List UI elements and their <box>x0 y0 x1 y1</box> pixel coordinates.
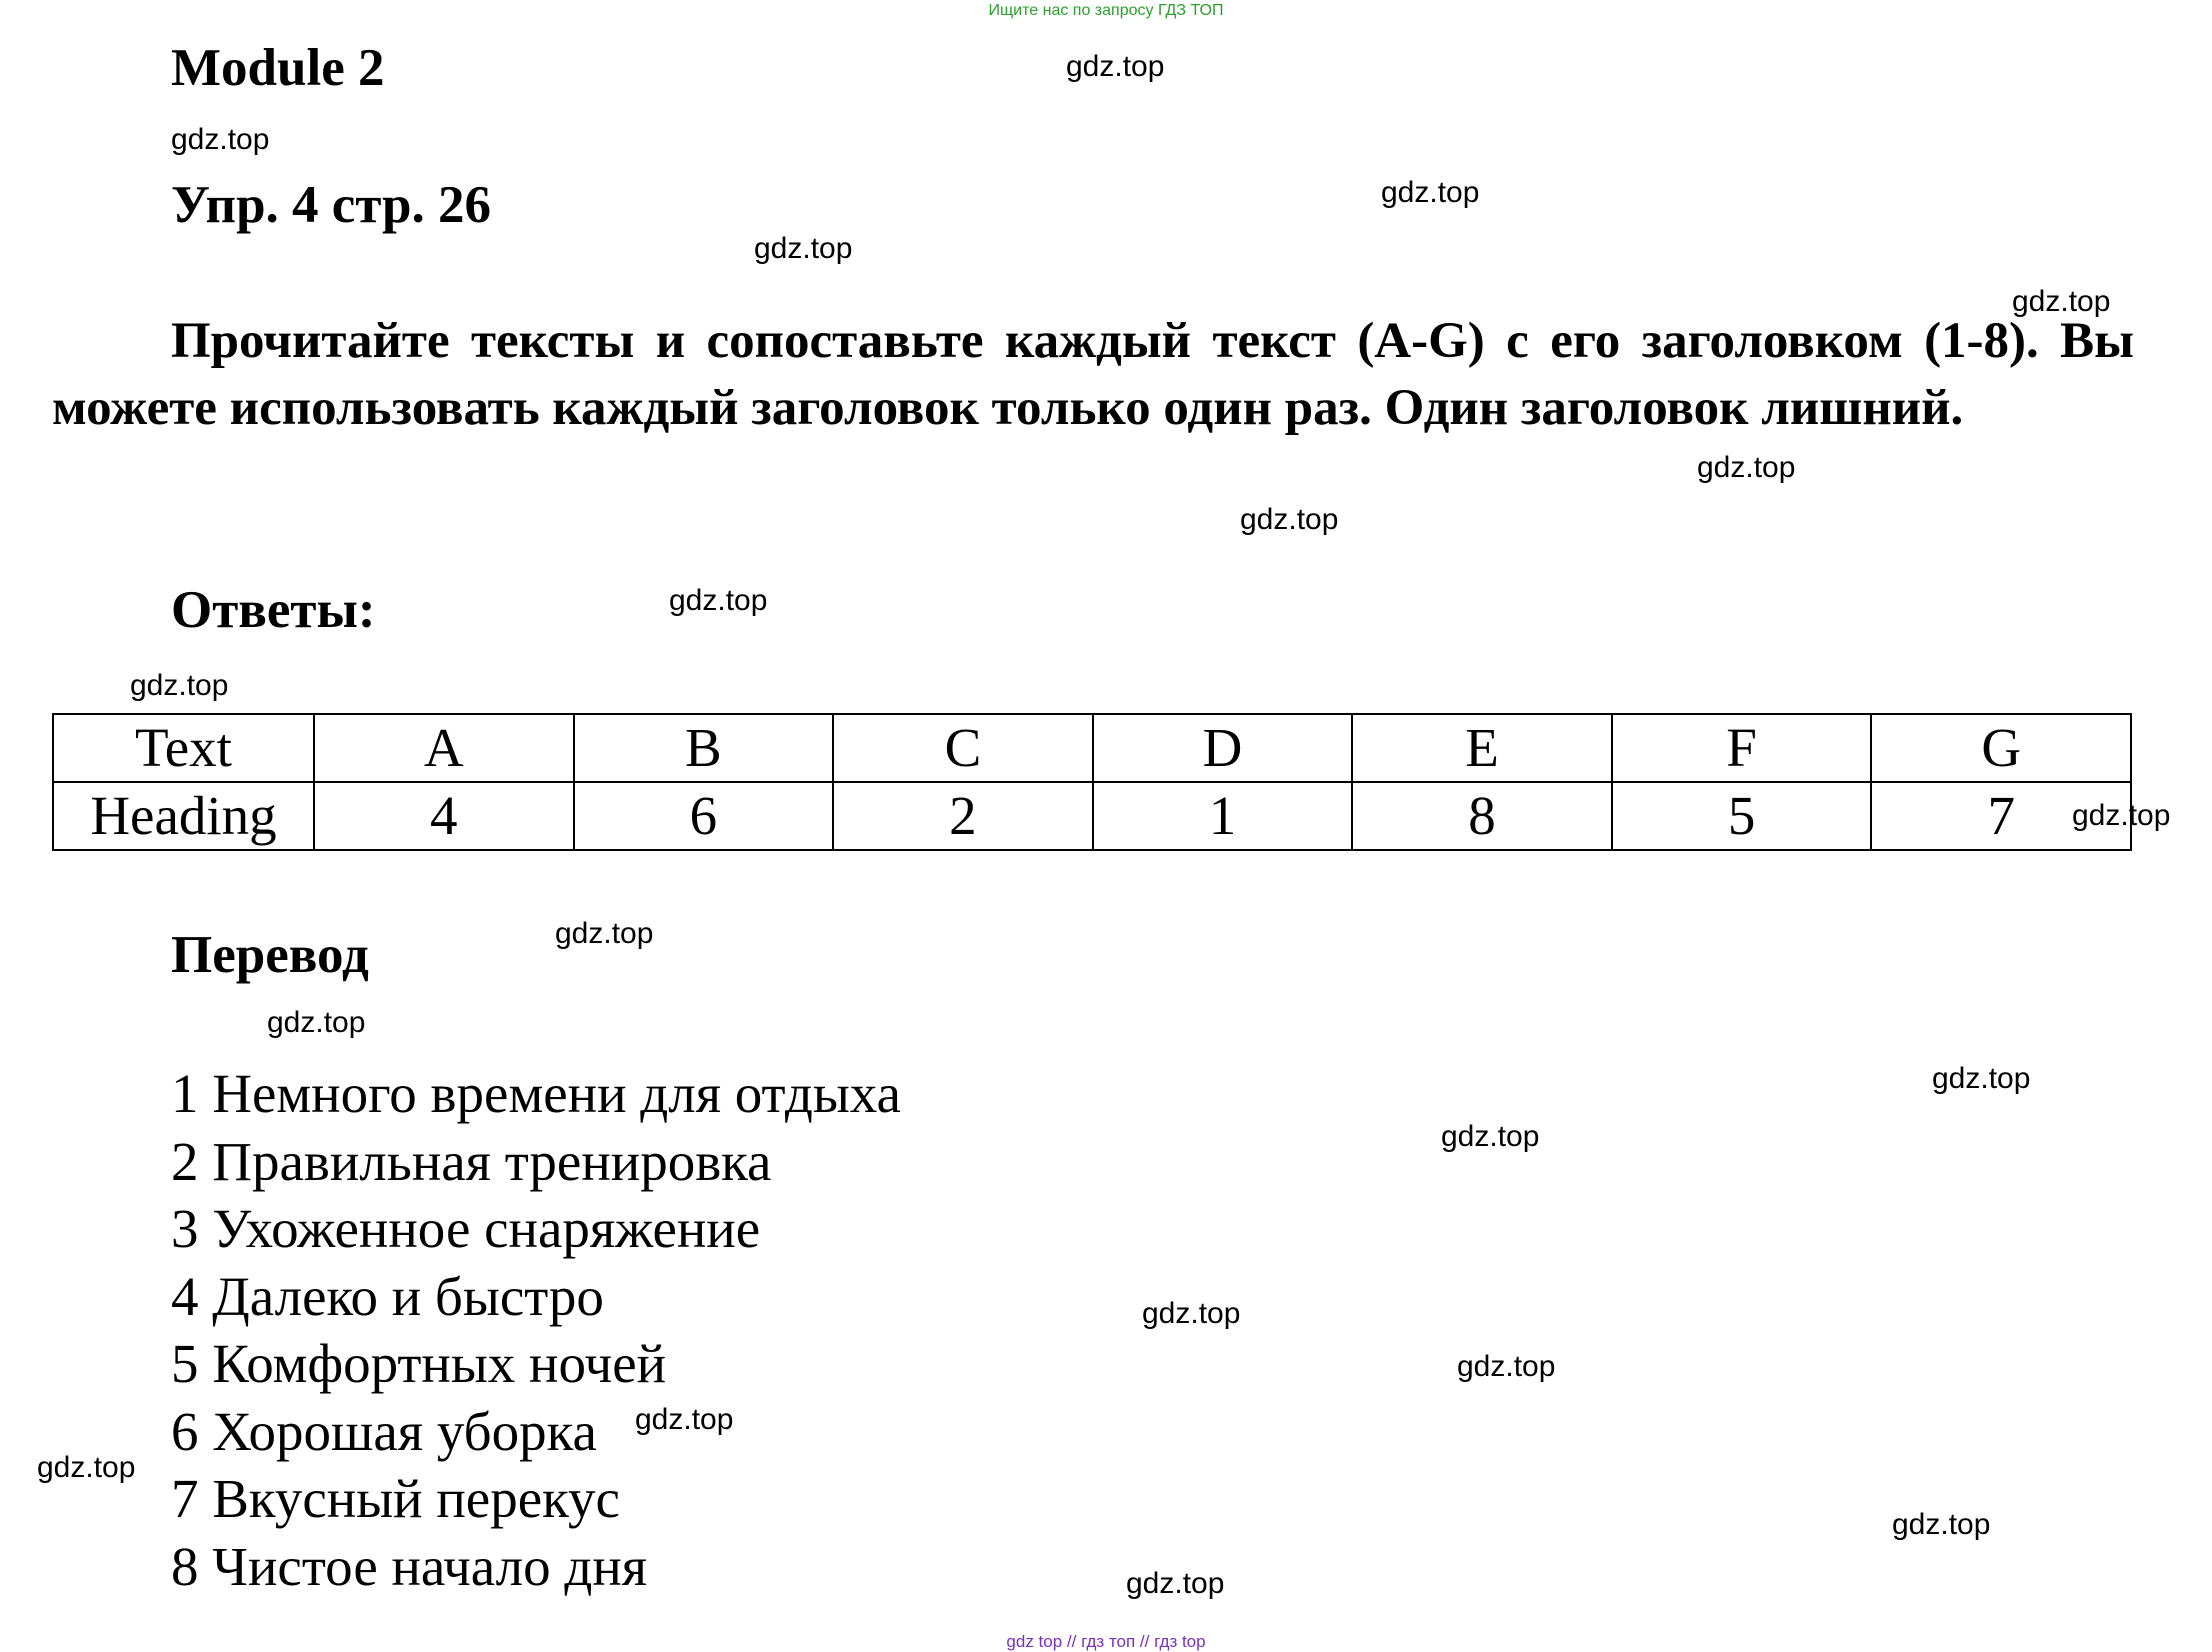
watermark: gdz.top <box>1142 1297 1241 1330</box>
table-cell-text: C <box>833 714 1093 782</box>
list-item: 2 Правильная тренировка <box>171 1130 772 1192</box>
watermark: gdz.top <box>2072 799 2171 832</box>
watermark: gdz.top <box>37 1451 136 1484</box>
answers-table <box>52 713 2132 851</box>
list-item: 8 Чистое начало дня <box>171 1535 648 1597</box>
list-item: 5 Комфортных ночей <box>171 1333 667 1394</box>
instruction-text: Прочитайте тексты и сопоставьте каждый текст (A-G) с его заголовком (1-8). Вы можете использовать каждый заголовок только один раз. Один заголовок лишний. <box>52 313 2134 436</box>
watermark: gdz.top <box>1892 1508 1991 1541</box>
watermark: gdz.top <box>1932 1062 2031 1095</box>
watermark: gdz.top <box>1381 176 1480 209</box>
watermark: gdz.top <box>669 584 768 617</box>
list-item: 1 Немного времени для отдыха <box>171 1063 901 1124</box>
table-cell-text: D <box>1093 714 1353 782</box>
list-item: 7 Вкусный перекус <box>171 1468 620 1529</box>
module-title: Module 2 <box>171 39 385 97</box>
table-cell-heading: 5 <box>1612 782 1872 850</box>
table-cell-heading: 4 <box>314 782 574 850</box>
exercise-title: Упр. 4 стр. 26 <box>171 176 491 234</box>
watermark: gdz.top <box>1126 1567 1225 1600</box>
table-row-headings <box>53 782 2131 850</box>
watermark: gdz.top <box>267 1006 366 1039</box>
translation-title: Перевод <box>171 926 369 984</box>
watermark: gdz.top <box>635 1403 734 1436</box>
table-cell-text: G <box>1871 714 2131 782</box>
watermark: gdz.top <box>130 669 229 702</box>
watermark: gdz.top <box>2012 285 2111 318</box>
translation-list <box>171 1060 901 1600</box>
top-note: Ищите нас по запросу ГДЗ ТОП <box>988 2 1224 19</box>
table-row-label: Heading <box>53 782 314 850</box>
watermark: gdz.top <box>1066 50 1165 83</box>
table-cell-text: B <box>574 714 834 782</box>
table-cell-heading: 8 <box>1352 782 1612 850</box>
watermark: gdz.top <box>1697 451 1796 484</box>
table-cell-text: A <box>314 714 574 782</box>
table-header-label: Text <box>53 714 314 782</box>
table-cell-text: F <box>1612 714 1872 782</box>
table-cell-text: E <box>1352 714 1612 782</box>
watermark: gdz.top <box>171 123 270 156</box>
table-cell-heading: 6 <box>574 782 834 850</box>
table-cell-heading: 2 <box>833 782 1093 850</box>
bottom-note: gdz top // гдз топ // гдз top <box>1006 1632 1206 1651</box>
watermark: gdz.top <box>1457 1350 1556 1383</box>
table-cell-heading: 7 <box>1871 782 2131 850</box>
watermark: gdz.top <box>1441 1120 1540 1153</box>
watermark: gdz.top <box>555 917 654 950</box>
table-row-texts <box>53 714 2131 782</box>
watermark: gdz.top <box>1240 503 1339 536</box>
answers-title: Ответы: <box>171 581 376 639</box>
list-item: 6 Хорошая уборка <box>171 1400 597 1462</box>
watermark: gdz.top <box>754 232 853 265</box>
table-cell-heading: 1 <box>1093 782 1353 850</box>
list-item: 3 Ухоженное снаряжение <box>171 1198 761 1259</box>
list-item: 4 Далеко и быстро <box>171 1265 604 1327</box>
